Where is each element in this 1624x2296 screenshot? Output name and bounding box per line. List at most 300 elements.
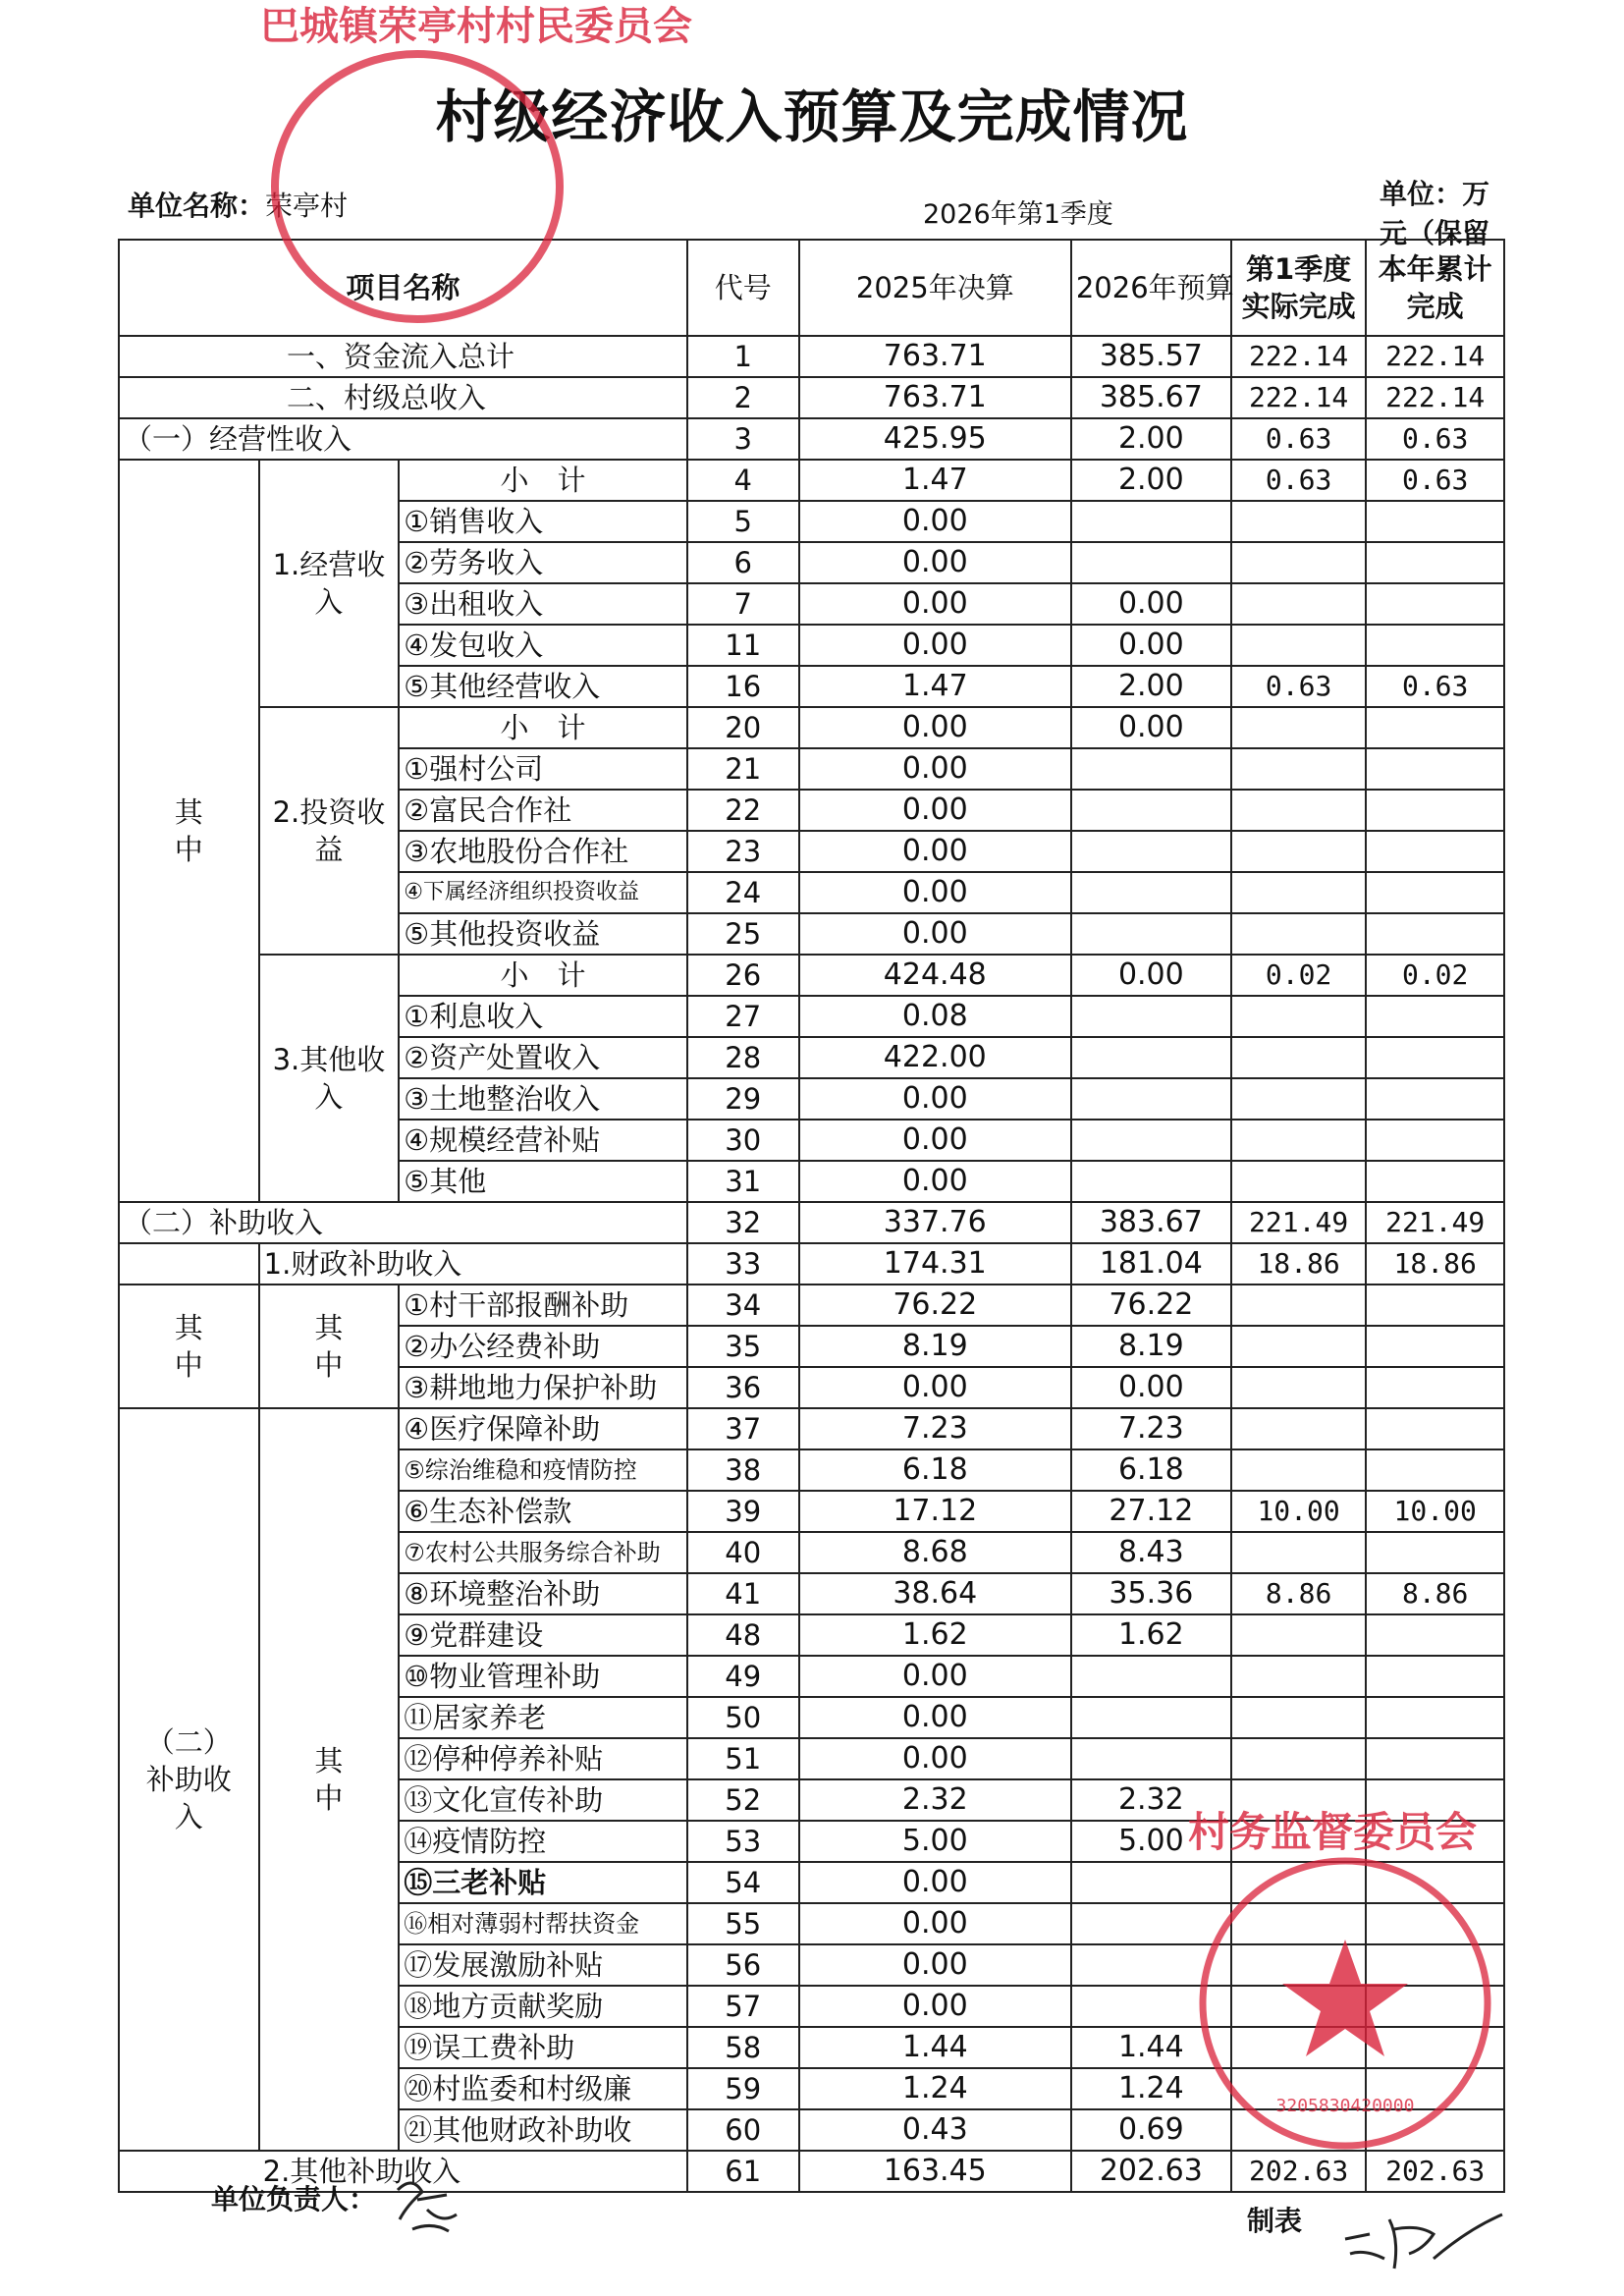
row-ytd-actual: 10.00 (1366, 1491, 1504, 1532)
table-row (119, 377, 1504, 418)
row-label: ①强村公司 (399, 748, 686, 790)
row-code: 34 (687, 1285, 799, 1326)
row-ytd-actual (1366, 831, 1504, 872)
row-code: 3 (687, 418, 799, 460)
row-2026-budget: 0.00 (1071, 625, 1231, 666)
row-label: 小 计 (399, 707, 686, 748)
group-qizhong: 其中 (259, 1285, 400, 1408)
row-ytd-actual (1366, 1779, 1504, 1821)
row-ytd-actual: 222.14 (1366, 377, 1504, 418)
row-code: 28 (687, 1037, 799, 1078)
row-ytd-actual (1366, 542, 1504, 583)
col-header-q1: 第1季度实际完成 (1231, 240, 1367, 336)
row-2025-actual: 0.00 (799, 501, 1071, 542)
row-2025-actual: 76.22 (799, 1285, 1071, 1326)
row-ytd-actual (1366, 1614, 1504, 1656)
row-code: 33 (687, 1243, 799, 1285)
row-ytd-actual (1366, 501, 1504, 542)
row-code: 57 (687, 1986, 799, 2027)
row-code: 25 (687, 913, 799, 955)
row-2026-budget (1071, 1862, 1231, 1903)
row-label: ⑤综治维稳和疫情防控 (399, 1449, 686, 1491)
row-label: ㉑其他财政补助收 (399, 2109, 686, 2151)
unit-name (128, 185, 348, 224)
row-2025-actual: 0.00 (799, 1986, 1071, 2027)
row-ytd-actual (1366, 1161, 1504, 1202)
row-q1-actual (1231, 1697, 1367, 1738)
row-2025-actual: 1.24 (799, 2068, 1071, 2109)
row-ytd-actual (1366, 1821, 1504, 1862)
row-ytd-actual (1366, 1903, 1504, 1944)
row-label: ⑩物业管理补助 (399, 1656, 686, 1697)
row-2025-actual: 174.31 (799, 1243, 1071, 1285)
row-label: ⑤其他经营收入 (399, 666, 686, 707)
table-row (119, 955, 1504, 996)
table-row (119, 418, 1504, 460)
row-2026-budget (1071, 542, 1231, 583)
row-2025-actual: 0.08 (799, 996, 1071, 1037)
row-q1-actual (1231, 1449, 1367, 1491)
row-code: 59 (687, 2068, 799, 2109)
row-code: 22 (687, 790, 799, 831)
row-ytd-actual (1366, 1862, 1504, 1903)
row-2025-actual: 1.47 (799, 666, 1071, 707)
row-q1-actual (1231, 1614, 1367, 1656)
row-label: ⑮三老补贴 (399, 1862, 686, 1903)
group-invest-income: 2.投资收益 (259, 707, 400, 955)
row-ytd-actual: 8.86 (1366, 1573, 1504, 1614)
row-2026-budget (1071, 1986, 1231, 2027)
row-2026-budget (1071, 1161, 1231, 1202)
row-label: ①村干部报酬补助 (399, 1285, 686, 1326)
row-q1-actual (1231, 1078, 1367, 1120)
supervision-stamp-text: 村务监督委员会 (1188, 1808, 1478, 1856)
row-ytd-actual (1366, 1449, 1504, 1491)
row-label: ①销售收入 (399, 501, 686, 542)
row-ytd-actual: 0.63 (1366, 460, 1504, 501)
row-code: 31 (687, 1161, 799, 1202)
row-ytd-actual (1366, 1697, 1504, 1738)
row-2026-budget (1071, 996, 1231, 1037)
row-2025-actual: 38.64 (799, 1573, 1071, 1614)
row-2025-actual: 5.00 (799, 1821, 1071, 1862)
row-q1-actual: 0.63 (1231, 666, 1367, 707)
page-title: 村级经济收入预算及完成情况 (435, 83, 1189, 150)
row-ytd-actual: 0.02 (1366, 955, 1504, 996)
row-2025-actual: 0.00 (799, 1697, 1071, 1738)
report-period: 2026年第1季度 (923, 199, 1113, 230)
row-2025-actual: 163.45 (799, 2151, 1071, 2192)
row-q1-actual: 8.86 (1231, 1573, 1367, 1614)
row-2025-actual: 7.23 (799, 1408, 1071, 1449)
row-2026-budget (1071, 1738, 1231, 1779)
row-label: ⑯相对薄弱村帮扶资金 (399, 1903, 686, 1944)
row-q1-actual (1231, 1532, 1367, 1573)
row-ytd-actual (1366, 1326, 1504, 1367)
row-q1-actual (1231, 2109, 1367, 2151)
row-label: 小 计 (399, 460, 686, 501)
row-q1-actual (1231, 913, 1367, 955)
row-ytd-actual (1366, 913, 1504, 955)
row-code: 27 (687, 996, 799, 1037)
row-code: 29 (687, 1078, 799, 1120)
row-code: 4 (687, 460, 799, 501)
group-qizhong: 其中 (119, 460, 259, 1202)
row-2026-budget: 0.00 (1071, 583, 1231, 625)
row-ytd-actual: 202.63 (1366, 2151, 1504, 2192)
row-ytd-actual (1366, 1367, 1504, 1408)
row-label: ⑤其他投资收益 (399, 913, 686, 955)
row-q1-actual (1231, 1408, 1367, 1449)
row-ytd-actual (1366, 1532, 1504, 1573)
row-2026-budget (1071, 790, 1231, 831)
row-code: 16 (687, 666, 799, 707)
row-q1-actual (1231, 1326, 1367, 1367)
row-2025-actual: 6.18 (799, 1449, 1071, 1491)
row-label: ⑦农村公共服务综合补助 (399, 1532, 686, 1573)
row-label: ②劳务收入 (399, 542, 686, 583)
row-2025-actual: 0.00 (799, 1656, 1071, 1697)
row-ytd-actual (1366, 2027, 1504, 2068)
row-label: ②办公经费补助 (399, 1326, 686, 1367)
row-2026-budget: 2.00 (1071, 418, 1231, 460)
row-code: 55 (687, 1903, 799, 1944)
row-label: ⑰发展激励补贴 (399, 1944, 686, 1986)
row-label: ①利息收入 (399, 996, 686, 1037)
row-2026-budget: 0.00 (1071, 955, 1231, 996)
row-ytd-actual (1366, 748, 1504, 790)
row-2025-actual: 1.62 (799, 1614, 1071, 1656)
row-2026-budget (1071, 501, 1231, 542)
row-2025-actual: 0.00 (799, 707, 1071, 748)
footer-head-label: 单位负责人： (211, 2183, 377, 2215)
row-q1-actual (1231, 1903, 1367, 1944)
row-ytd-actual: 221.49 (1366, 1202, 1504, 1243)
row-ytd-actual (1366, 1944, 1504, 1986)
row-code: 52 (687, 1779, 799, 1821)
group-subsidy: （二）补助收入 (119, 1408, 259, 2151)
row-q1-actual (1231, 1944, 1367, 1986)
col-header-2025: 2025年决算 (799, 240, 1071, 336)
row-2026-budget (1071, 1944, 1231, 1986)
table-row (119, 460, 1504, 501)
row-code: 35 (687, 1326, 799, 1367)
row-2025-actual: 8.68 (799, 1532, 1071, 1573)
row-q1-actual (1231, 1161, 1367, 1202)
row-ytd-actual (1366, 996, 1504, 1037)
row-2025-actual: 0.00 (799, 913, 1071, 955)
empty-cell (119, 1243, 259, 1285)
row-q1-actual: 10.00 (1231, 1491, 1367, 1532)
row-2025-actual: 0.00 (799, 583, 1071, 625)
footer-maker-label: 制表 (1247, 2205, 1303, 2237)
row-2026-budget: 383.67 (1071, 1202, 1231, 1243)
row-2025-actual: 425.95 (799, 418, 1071, 460)
row-q1-actual (1231, 501, 1367, 542)
table-row (119, 707, 1504, 748)
row-label: ③耕地地力保护补助 (399, 1367, 686, 1408)
row-code: 26 (687, 955, 799, 996)
row-code: 38 (687, 1449, 799, 1491)
row-q1-actual (1231, 625, 1367, 666)
row-label: 1.财政补助收入 (259, 1243, 687, 1285)
row-2025-actual: 0.00 (799, 542, 1071, 583)
row-2026-budget (1071, 1120, 1231, 1161)
row-ytd-actual (1366, 707, 1504, 748)
row-code: 20 (687, 707, 799, 748)
row-2025-actual: 424.48 (799, 955, 1071, 996)
row-ytd-actual (1366, 2068, 1504, 2109)
row-code: 36 (687, 1367, 799, 1408)
row-code: 40 (687, 1532, 799, 1573)
row-2025-actual: 1.47 (799, 460, 1071, 501)
table-row (119, 1408, 1504, 1449)
row-code: 61 (687, 2151, 799, 2192)
row-q1-actual (1231, 1986, 1367, 2027)
row-ytd-actual (1366, 1656, 1504, 1697)
row-q1-actual (1231, 2068, 1367, 2109)
row-2026-budget (1071, 831, 1231, 872)
row-2026-budget: 27.12 (1071, 1491, 1231, 1532)
row-q1-actual: 0.63 (1231, 460, 1367, 501)
table-row (119, 1202, 1504, 1243)
maker-signature (1340, 2200, 1507, 2289)
row-2026-budget (1071, 1903, 1231, 1944)
row-code: 48 (687, 1614, 799, 1656)
row-code: 7 (687, 583, 799, 625)
table-row (119, 1285, 1504, 1326)
row-2026-budget: 7.23 (1071, 1408, 1231, 1449)
row-ytd-actual (1366, 1986, 1504, 2027)
row-label: ⑬文化宣传补助 (399, 1779, 686, 1821)
row-q1-actual: 221.49 (1231, 1202, 1367, 1243)
row-2025-actual: 0.00 (799, 625, 1071, 666)
row-q1-actual (1231, 1862, 1367, 1903)
row-ytd-actual (1366, 872, 1504, 913)
row-2026-budget (1071, 1656, 1231, 1697)
row-label: ⑱地方贡献奖励 (399, 1986, 686, 2027)
row-2025-actual: 0.43 (799, 2109, 1071, 2151)
row-label: 2.其他补助收入 (259, 2151, 687, 2192)
row-ytd-actual (1366, 2109, 1504, 2151)
row-2026-budget (1071, 1078, 1231, 1120)
row-label: ⑲误工费补助 (399, 2027, 686, 2068)
row-q1-actual: 222.14 (1231, 377, 1367, 418)
row-q1-actual (1231, 1738, 1367, 1779)
row-2025-actual: 0.00 (799, 1903, 1071, 1944)
row-code: 50 (687, 1697, 799, 1738)
row-2025-actual: 337.76 (799, 1202, 1071, 1243)
row-2025-actual: 0.00 (799, 831, 1071, 872)
row-q1-actual (1231, 1656, 1367, 1697)
row-ytd-actual (1366, 1078, 1504, 1120)
row-2025-actual: 763.71 (799, 336, 1071, 377)
row-2026-budget: 0.00 (1071, 707, 1231, 748)
row-2025-actual: 0.00 (799, 1161, 1071, 1202)
row-code: 6 (687, 542, 799, 583)
group-other-income: 3.其他收入 (259, 955, 400, 1202)
row-2026-budget (1071, 1697, 1231, 1738)
row-2025-actual: 422.00 (799, 1037, 1071, 1078)
row-label: ②资产处置收入 (399, 1037, 686, 1078)
row-code: 21 (687, 748, 799, 790)
row-q1-actual (1231, 542, 1367, 583)
row-2025-actual: 0.00 (799, 1367, 1071, 1408)
table-header-row (119, 240, 1504, 336)
group-qizhong: 其中 (259, 1408, 400, 2151)
row-q1-actual (1231, 831, 1367, 872)
row-ytd-actual (1366, 1285, 1504, 1326)
row-q1-actual: 18.86 (1231, 1243, 1367, 1285)
row-code: 1 (687, 336, 799, 377)
row-2026-budget (1071, 1037, 1231, 1078)
row-code: 49 (687, 1656, 799, 1697)
row-2026-budget: 0.69 (1071, 2109, 1231, 2151)
row-2026-budget: 1.62 (1071, 1614, 1231, 1656)
row-q1-actual: 0.63 (1231, 418, 1367, 460)
row-ytd-actual: 222.14 (1366, 336, 1504, 377)
row-2026-budget: 202.63 (1071, 2151, 1231, 2192)
budget-table (118, 239, 1505, 2193)
row-label: ⑤其他 (399, 1161, 686, 1202)
col-header-item: 项目名称 (119, 240, 687, 336)
row-q1-actual (1231, 707, 1367, 748)
row-label: ③出租收入 (399, 583, 686, 625)
row-2026-budget (1071, 748, 1231, 790)
row-label: ④下属经济组织投资收益 (399, 872, 686, 913)
row-2025-actual: 1.44 (799, 2027, 1071, 2068)
row-label: 小 计 (399, 955, 686, 996)
row-ytd-actual: 0.63 (1366, 666, 1504, 707)
row-code: 39 (687, 1491, 799, 1532)
row-2026-budget: 8.43 (1071, 1532, 1231, 1573)
row-label: ④规模经营补贴 (399, 1120, 686, 1161)
row-2025-actual: 0.00 (799, 1862, 1071, 1903)
table-row (119, 336, 1504, 377)
row-2025-actual: 0.00 (799, 1120, 1071, 1161)
row-code: 24 (687, 872, 799, 913)
supervision-stamp-number: 3205830420000 (1275, 2096, 1415, 2116)
row-q1-actual (1231, 1367, 1367, 1408)
row-2026-budget: 385.57 (1071, 336, 1231, 377)
row-2025-actual: 0.00 (799, 1738, 1071, 1779)
row-label: （二）补助收入 (119, 1202, 687, 1243)
unit-label: 单位：万元（保留 (1380, 178, 1490, 249)
row-ytd-actual (1366, 790, 1504, 831)
row-label: ②富民合作社 (399, 790, 686, 831)
group-biz-income: 1.经营收入 (259, 460, 400, 707)
row-q1-actual (1231, 1037, 1367, 1078)
row-q1-actual: 222.14 (1231, 336, 1367, 377)
row-2025-actual: 8.19 (799, 1326, 1071, 1367)
row-2026-budget: 385.67 (1071, 377, 1231, 418)
row-label: ③农地股份合作社 (399, 831, 686, 872)
row-code: 32 (687, 1202, 799, 1243)
row-2026-budget: 2.00 (1071, 460, 1231, 501)
village-stamp-text: 巴城镇荣亭村村民委员会 (260, 4, 692, 49)
table-row (119, 1243, 1504, 1285)
row-2026-budget: 1.44 (1071, 2027, 1231, 2068)
row-ytd-actual (1366, 1408, 1504, 1449)
row-ytd-actual: 0.63 (1366, 418, 1504, 460)
row-q1-actual (1231, 996, 1367, 1037)
row-q1-actual (1231, 1285, 1367, 1326)
row-2026-budget: 2.00 (1071, 666, 1231, 707)
row-ytd-actual (1366, 583, 1504, 625)
row-code: 41 (687, 1573, 799, 1614)
row-ytd-actual (1366, 625, 1504, 666)
head-signature (388, 2170, 466, 2250)
row-code: 60 (687, 2109, 799, 2151)
row-q1-actual (1231, 2027, 1367, 2068)
row-q1-actual (1231, 1821, 1367, 1862)
row-label: ⑳村监委和村级廉 (399, 2068, 686, 2109)
head-signature-mark (388, 2170, 466, 2239)
col-header-2026: 2026年预算 (1071, 240, 1231, 336)
row-label: ⑫停种停养补贴 (399, 1738, 686, 1779)
row-label: ④发包收入 (399, 625, 686, 666)
row-2026-budget (1071, 913, 1231, 955)
row-code: 23 (687, 831, 799, 872)
row-code: 53 (687, 1821, 799, 1862)
row-code: 58 (687, 2027, 799, 2068)
row-code: 54 (687, 1862, 799, 1903)
row-2026-budget: 8.19 (1071, 1326, 1231, 1367)
row-2025-actual: 0.00 (799, 790, 1071, 831)
row-code: 2 (687, 377, 799, 418)
row-2025-actual: 0.00 (799, 872, 1071, 913)
row-2026-budget (1071, 872, 1231, 913)
unit-name-value: 荣亭村 (265, 190, 349, 222)
maker-signature-mark (1340, 2200, 1507, 2278)
row-code: 56 (687, 1944, 799, 1986)
row-2026-budget: 76.22 (1071, 1285, 1231, 1326)
row-2025-actual: 0.00 (799, 1944, 1071, 1986)
row-ytd-actual (1366, 1738, 1504, 1779)
row-label: ⑥生态补偿款 (399, 1491, 686, 1532)
row-ytd-actual: 18.86 (1366, 1243, 1504, 1285)
row-q1-actual (1231, 1120, 1367, 1161)
row-ytd-actual (1366, 1037, 1504, 1078)
row-label: 二、村级总收入 (119, 377, 687, 418)
row-label: 一、资金流入总计 (119, 336, 687, 377)
row-q1-actual (1231, 872, 1367, 913)
row-code: 37 (687, 1408, 799, 1449)
row-label: ③土地整治收入 (399, 1078, 686, 1120)
row-label: ⑧环境整治补助 (399, 1573, 686, 1614)
row-label: ⑪居家养老 (399, 1697, 686, 1738)
row-code: 51 (687, 1738, 799, 1779)
row-code: 30 (687, 1120, 799, 1161)
row-label: ⑭疫情防控 (399, 1821, 686, 1862)
row-2026-budget: 0.00 (1071, 1367, 1231, 1408)
row-2026-budget: 35.36 (1071, 1573, 1231, 1614)
group-qizhong: 其中 (119, 1285, 259, 1408)
row-q1-actual (1231, 748, 1367, 790)
col-header-ytd: 本年累计完成 (1366, 240, 1504, 336)
row-label: （一）经营性收入 (119, 418, 687, 460)
row-2025-actual: 17.12 (799, 1491, 1071, 1532)
row-2025-actual: 0.00 (799, 1078, 1071, 1120)
row-code: 5 (687, 501, 799, 542)
row-2026-budget: 5.00 (1071, 1821, 1231, 1862)
row-q1-actual: 0.02 (1231, 955, 1367, 996)
unit-name-label: 单位名称： (128, 190, 266, 222)
row-ytd-actual (1366, 1120, 1504, 1161)
row-2025-actual: 763.71 (799, 377, 1071, 418)
row-code: 11 (687, 625, 799, 666)
row-2025-actual: 0.00 (799, 748, 1071, 790)
